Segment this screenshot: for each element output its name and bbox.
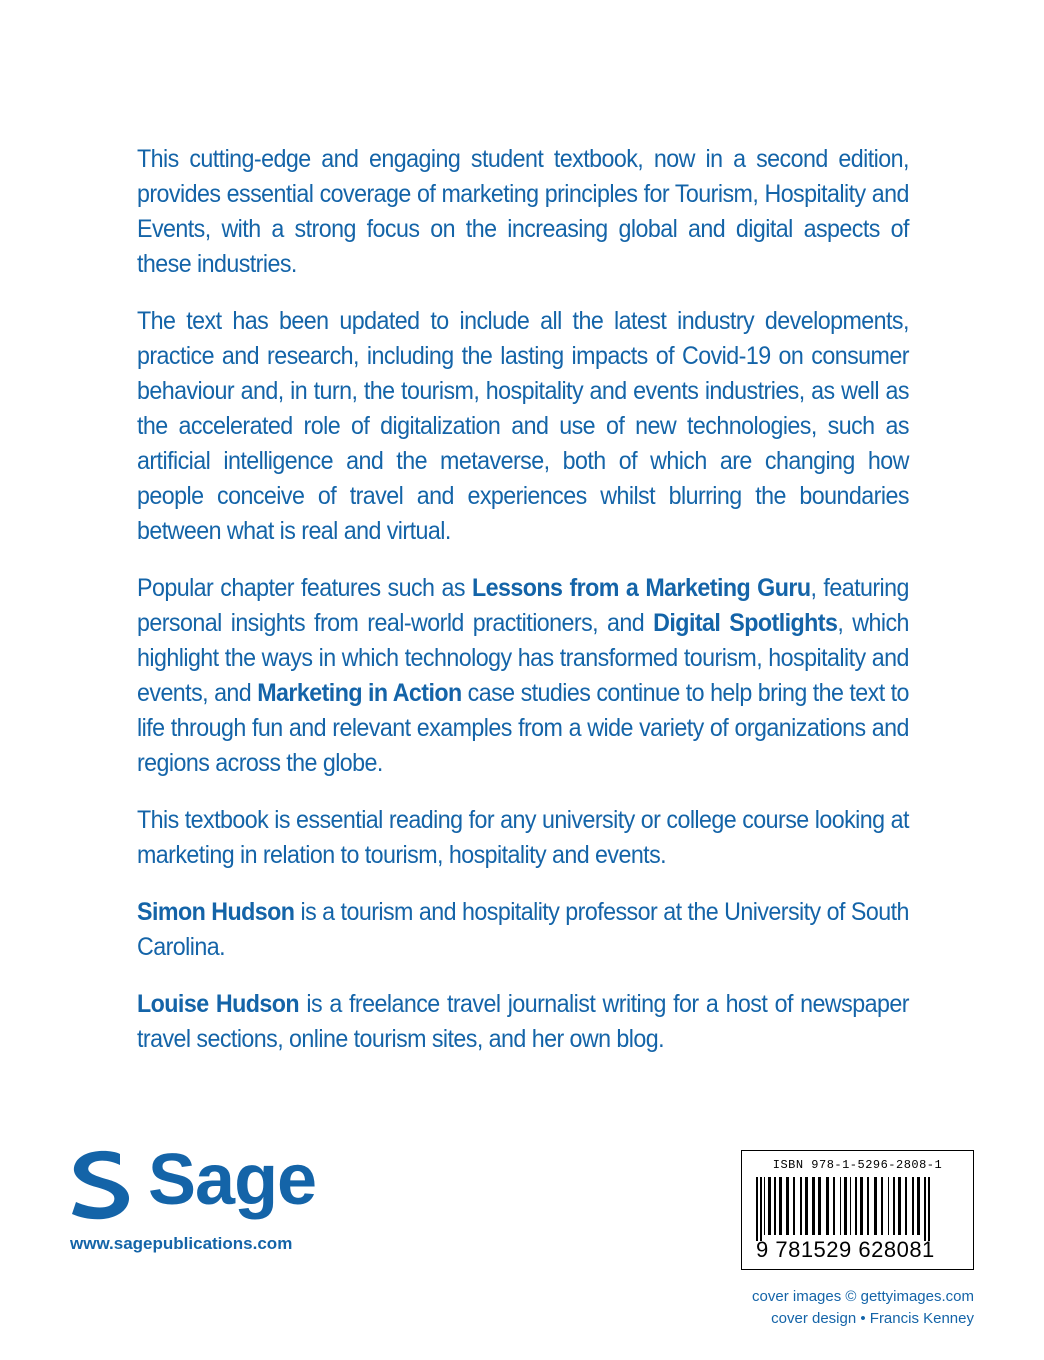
author-1-bio xyxy=(137,895,909,965)
back-cover-blurb xyxy=(137,142,909,1079)
barcode-bar xyxy=(805,1177,808,1235)
p3-text-g: case studies continue to help bring the text to life through fun and relevant examples from a wide variety of organizations and regions across the globe. xyxy=(137,679,909,777)
barcode-bar xyxy=(833,1177,835,1235)
barcode-bar xyxy=(756,1177,758,1241)
p3-text-a: Popular chapter features such as xyxy=(137,574,472,602)
barcode-bar xyxy=(793,1177,795,1235)
isbn-barcode xyxy=(741,1150,974,1270)
barcode-bar xyxy=(760,1177,762,1241)
barcode-bar xyxy=(779,1177,782,1235)
author-2-name: Louise Hudson xyxy=(137,990,300,1018)
barcode-bars xyxy=(752,1177,963,1241)
barcode-bar xyxy=(774,1177,776,1235)
blurb-paragraph-1: This cutting-edge and engaging student textbook, now in a second edition, provides essential coverage of marketing principles for Tourism, Hospitality and Events, with a strong focus on the increasing global and digital aspects of these industries. xyxy=(137,145,909,278)
barcode-bar xyxy=(768,1177,771,1235)
credit-images: cover images © gettyimages.com xyxy=(752,1288,974,1305)
barcode-bar xyxy=(928,1177,930,1241)
barcode-bar xyxy=(881,1177,883,1235)
barcode-bar xyxy=(826,1177,829,1235)
feature-lessons-guru: Lessons from a Marketing Guru xyxy=(471,574,811,602)
barcode-bar xyxy=(840,1177,841,1235)
author-1-name: Simon Hudson xyxy=(137,898,295,926)
feature-digital-spotlights: Digital Spotlights xyxy=(653,609,838,637)
blurb-paragraph-3 xyxy=(137,571,909,781)
barcode-bar xyxy=(888,1177,889,1235)
barcode-bar xyxy=(874,1177,877,1235)
barcode-bar xyxy=(818,1177,821,1235)
barcode-bar xyxy=(867,1177,869,1235)
barcode-bar xyxy=(786,1177,789,1235)
author-2-bio-text: is a freelance travel journalist writing for a host of newspaper travel sections, online tourism sites, and her own blog. xyxy=(137,990,909,1053)
barcode-bar xyxy=(917,1177,920,1235)
blurb-paragraph-2: The text has been updated to include all the latest industry developments, practice and research, including the lasting impacts of Covid-19 on consumer behaviour and, in turn, the tourism, hospitality and events industries, as well as the accelerated role of digitalization and use of new technologies, such as artificial intelligence and the metaverse, both of which are changing how people conceive of travel and experiences whilst blurring the boundaries between what is real and virtual. xyxy=(137,307,909,545)
credit-design: cover design • Francis Kenney xyxy=(771,1310,974,1327)
author-2-bio xyxy=(137,987,909,1057)
barcode-bar xyxy=(764,1177,765,1235)
feature-marketing-in-action: Marketing in Action xyxy=(257,679,462,707)
publisher-name: Sage xyxy=(148,1140,317,1220)
publisher-logo[interactable] xyxy=(70,1140,330,1268)
author-1-bio-text: is a tourism and hospitality professor at the University of South Carolina. xyxy=(137,898,909,961)
barcode-bar xyxy=(844,1177,847,1235)
publisher-url[interactable]: www.sagepublications.com xyxy=(70,1234,293,1253)
barcode-bar xyxy=(800,1177,802,1235)
blurb-paragraph-4: This textbook is essential reading for any university or college course looking at marketing in relation to tourism, hospitality and events. xyxy=(137,806,909,869)
isbn-label: ISBN 978-1-5296-2808-1 xyxy=(772,1158,943,1172)
barcode-bar xyxy=(860,1177,863,1235)
p3-text-e: , which highlight the ways in which technology has transformed tourism, hospitality and events, and xyxy=(137,609,909,707)
barcode-bar xyxy=(812,1177,815,1235)
barcode-bar xyxy=(912,1177,914,1235)
p3-text-c: , featuring personal insights from real-world practitioners, and xyxy=(137,574,909,637)
barcode-bar xyxy=(898,1177,901,1235)
cover-credits xyxy=(752,1286,974,1330)
barcode-bar xyxy=(905,1177,907,1235)
barcode-bar xyxy=(850,1177,851,1235)
barcode-digits: 9 781529 628081 xyxy=(756,1237,935,1262)
barcode-bar xyxy=(893,1177,895,1235)
sage-s-icon xyxy=(70,1150,132,1220)
barcode-bar xyxy=(924,1177,926,1241)
barcode-bar xyxy=(855,1177,857,1235)
